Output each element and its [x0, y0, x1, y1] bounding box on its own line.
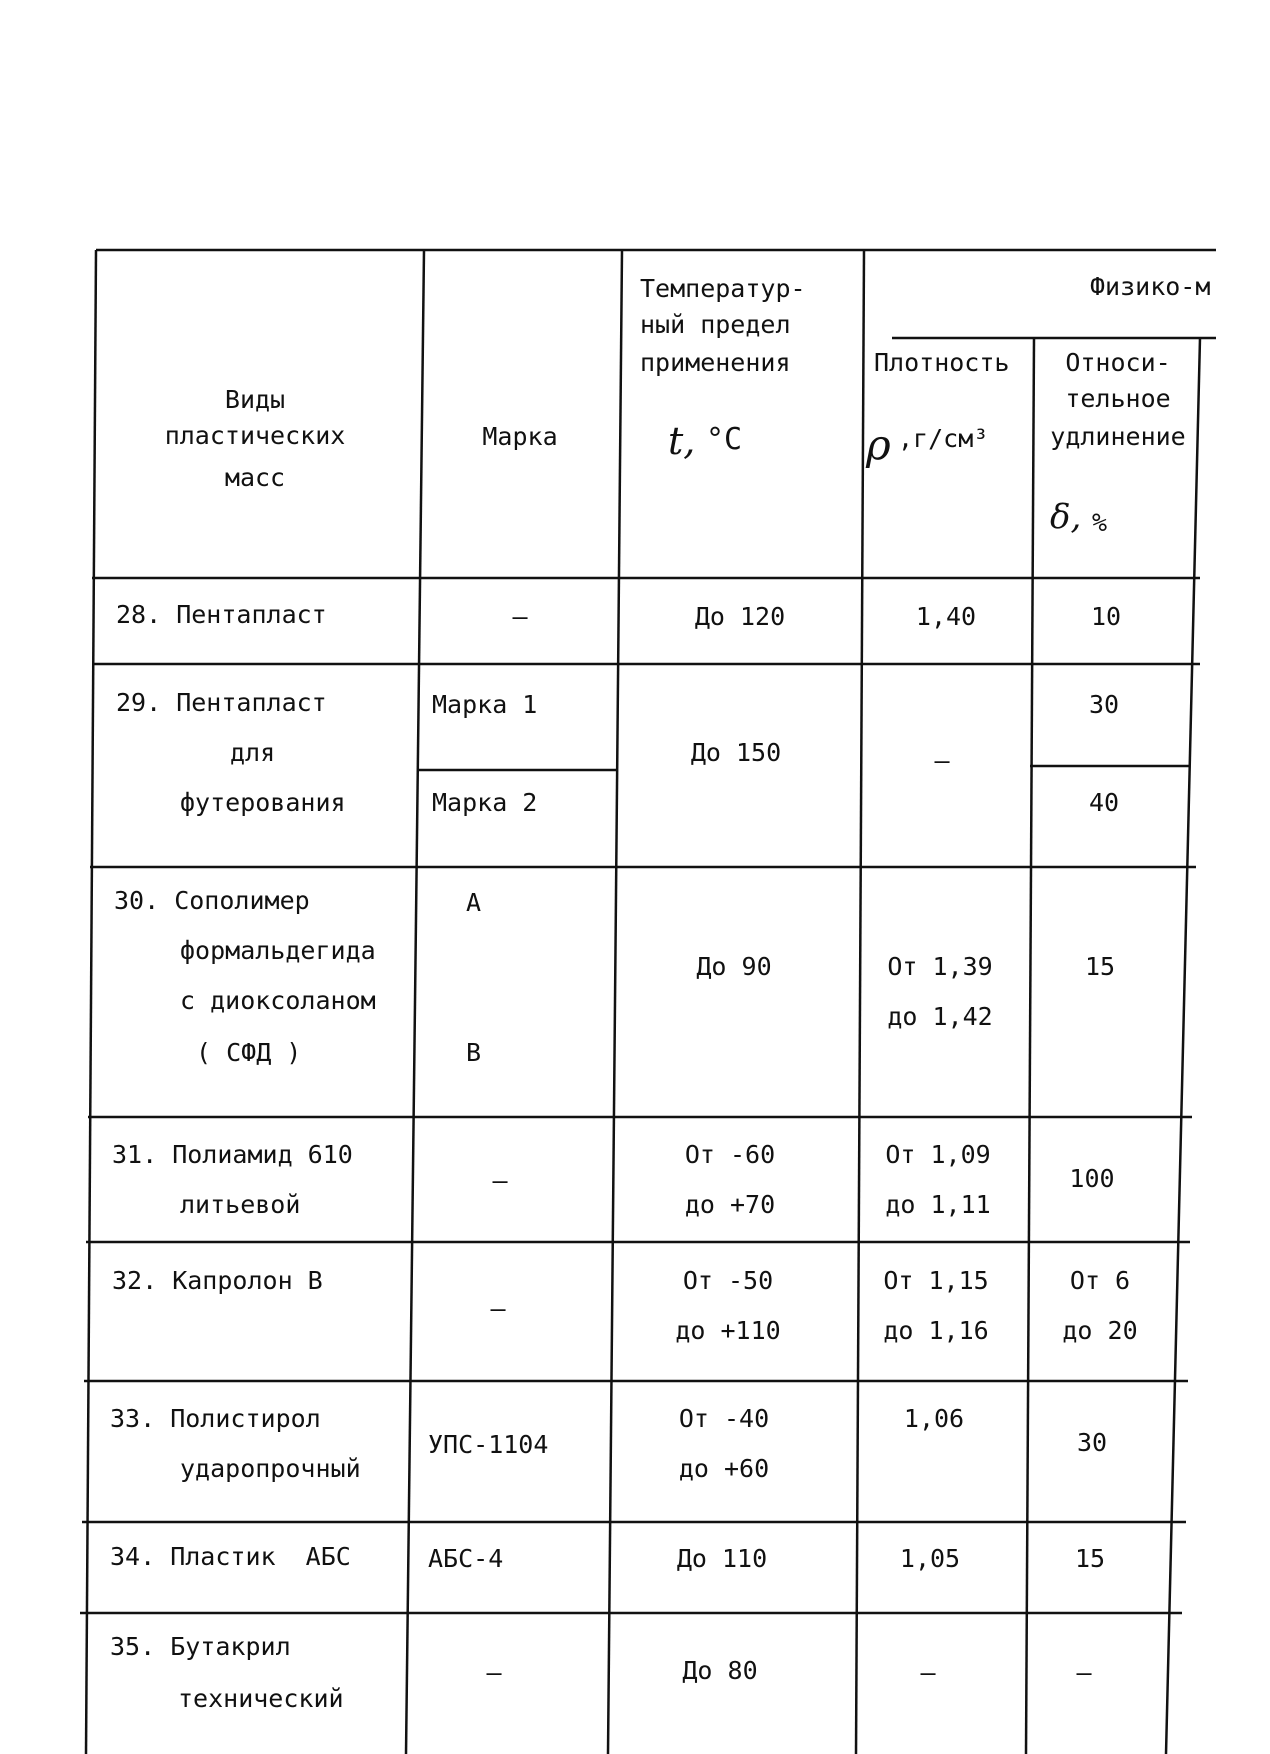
kind-cell: технический [178, 1684, 344, 1713]
kind-cell: 33. Полистирол [110, 1404, 321, 1433]
header-brand: Марка [482, 422, 558, 451]
elong-cell: — [1076, 1658, 1092, 1687]
kind-cell: 32. Капролон В [112, 1266, 323, 1295]
temp-cell: От -40 [678, 1404, 770, 1433]
elong-unit: % [1092, 508, 1108, 537]
temp-cell: до +70 [684, 1190, 776, 1219]
temp-cell: до +60 [678, 1454, 770, 1483]
brand-cell: А [466, 888, 482, 917]
brand-cell: — [512, 602, 528, 631]
header-group-title: Физико-м [1090, 272, 1211, 301]
header-temp-line: Температур- [640, 274, 806, 303]
temp-cell: До 90 [696, 952, 772, 981]
elong-cell: до 20 [1062, 1316, 1138, 1345]
kind-cell: 31. Полиамид 610 [112, 1140, 353, 1169]
density-symbol: ρ [866, 420, 891, 469]
temp-cell: До 80 [682, 1656, 758, 1685]
kind-cell: ( СФД ) [196, 1038, 302, 1067]
density-cell: — [920, 1658, 936, 1687]
header-elong-line: тельное [1065, 384, 1171, 413]
brand-cell: — [490, 1294, 506, 1323]
kind-cell: литьевой [180, 1190, 301, 1219]
density-cell: От 1,09 [885, 1140, 991, 1169]
temp-symbol: t, [668, 419, 696, 463]
kind-cell: 30. Сополимер [114, 886, 310, 915]
elong-cell: 10 [1090, 602, 1122, 631]
brand-cell: АБС-4 [428, 1544, 504, 1573]
header-temp-line: ный предел [640, 310, 791, 339]
brand-cell: Марка 1 [432, 690, 538, 719]
density-cell: до 1,16 [883, 1316, 989, 1345]
temp-unit: °С [706, 422, 743, 457]
elong-cell: От 6 [1069, 1266, 1131, 1295]
density-cell: 1,40 [915, 602, 977, 631]
header-elong-line: Относи- [1065, 348, 1171, 377]
elong-cell: 30 [1088, 690, 1120, 719]
kind-cell: 28. Пентапласт [116, 600, 327, 629]
density-cell: до 1,42 [887, 1002, 993, 1031]
temp-cell: до +110 [675, 1316, 781, 1345]
kind-cell: ударопрочный [180, 1454, 361, 1483]
header-elong-line: удлинение [1050, 422, 1186, 451]
density-cell: — [934, 746, 950, 775]
brand-cell: В [466, 1038, 482, 1067]
kind-cell: 34. Пластик АБС [110, 1542, 351, 1571]
elong-cell: 30 [1076, 1428, 1108, 1457]
temp-cell: От -50 [682, 1266, 774, 1295]
brand-cell: Марка 2 [432, 788, 538, 817]
elong-cell: 100 [1069, 1164, 1115, 1193]
elong-cell: 40 [1088, 788, 1120, 817]
header-kind-line: масс [224, 463, 286, 492]
density-cell: до 1,11 [885, 1190, 991, 1219]
brand-cell: — [486, 1658, 502, 1687]
elong-symbol: δ, [1050, 497, 1082, 537]
kind-cell: 29. Пентапласт [116, 688, 327, 717]
kind-cell: формальдегида [180, 936, 376, 965]
kind-cell: 35. Бутакрил [110, 1632, 291, 1661]
brand-cell: УПС-1104 [428, 1430, 549, 1459]
header-kind-line: пластических [164, 421, 346, 450]
density-cell: 1,06 [903, 1404, 965, 1433]
header-temp-line: применения [640, 348, 791, 377]
header-density-label: Плотность [874, 348, 1010, 377]
density-cell: 1,05 [899, 1544, 961, 1573]
density-cell: От 1,15 [883, 1266, 989, 1295]
temp-cell: До 110 [676, 1544, 768, 1573]
kind-cell: с диоксоланом [180, 986, 376, 1015]
density-unit: ,г/см³ [898, 424, 989, 453]
kind-cell: футерования [180, 788, 346, 817]
density-cell: От 1,39 [887, 952, 993, 981]
temp-cell: До 150 [690, 738, 782, 767]
temp-cell: От -60 [684, 1140, 776, 1169]
kind-cell: для [230, 738, 276, 767]
header-kind-line: Виды [224, 385, 286, 414]
elong-cell: 15 [1084, 952, 1116, 981]
elong-cell: 15 [1074, 1544, 1106, 1573]
brand-cell: — [492, 1166, 508, 1195]
temp-cell: До 120 [694, 602, 786, 631]
